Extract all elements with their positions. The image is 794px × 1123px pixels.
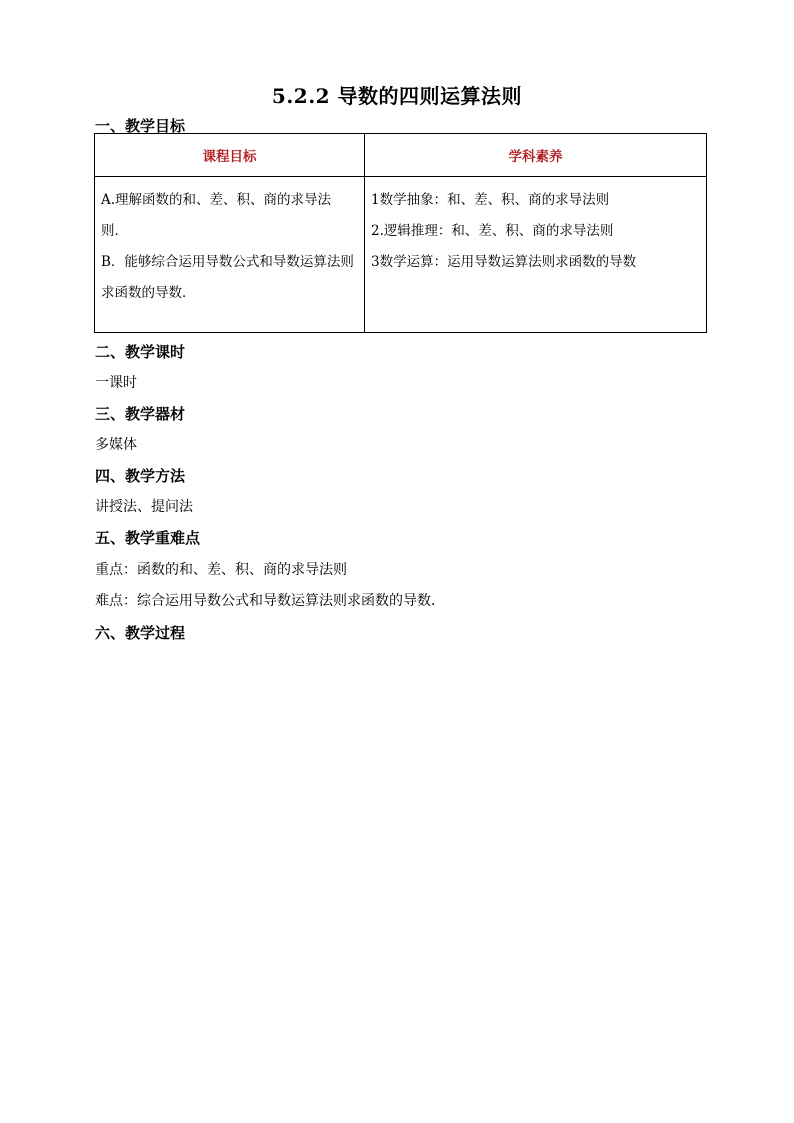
goal-line: A.理解函数的和、差、积、商的求导法 [101,192,332,208]
table-header-subject-literacy: 学科素养 [365,134,707,177]
section-heading-goals: 一、教学目标 [95,117,186,135]
table-row [95,177,707,333]
goal-line: 求函数的导数． [101,285,196,301]
literacy-line: 1数学抽象：和、差、积、商的求导法则 [371,192,610,208]
goal-line: 则． [101,223,128,239]
goals-table [94,133,707,333]
table-header-row [95,134,707,177]
section-heading-methods: 四、教学方法 [95,467,186,485]
section-text-methods: 讲授法、提问法 [95,499,193,515]
course-goals-cell [95,177,365,333]
section-text-key-point: 重点：函数的和、差、积、商的求导法则 [95,562,347,578]
goal-line: B．能够综合运用导数公式和导数运算法则 [101,254,354,270]
section-heading-key-points: 五、教学重难点 [95,529,201,547]
literacy-line: 2.逻辑推理：和、差、积、商的求导法则 [371,223,614,239]
section-text-equipment: 多媒体 [95,437,137,453]
section-heading-hours: 二、教学课时 [95,343,186,361]
section-text-difficult-point: 难点：综合运用导数公式和导数运算法则求函数的导数． [95,593,445,609]
subject-literacy-cell [365,177,707,333]
table-header-course-goals: 课程目标 [95,134,365,177]
page-title: 5.2.2 导数的四则运算法则 [271,84,523,108]
section-heading-process: 六、教学过程 [95,624,186,642]
literacy-line: 3数学运算：运用导数运算法则求函数的导数 [371,254,637,270]
section-heading-equipment: 三、教学器材 [95,405,186,423]
section-text-hours: 一课时 [95,375,137,391]
